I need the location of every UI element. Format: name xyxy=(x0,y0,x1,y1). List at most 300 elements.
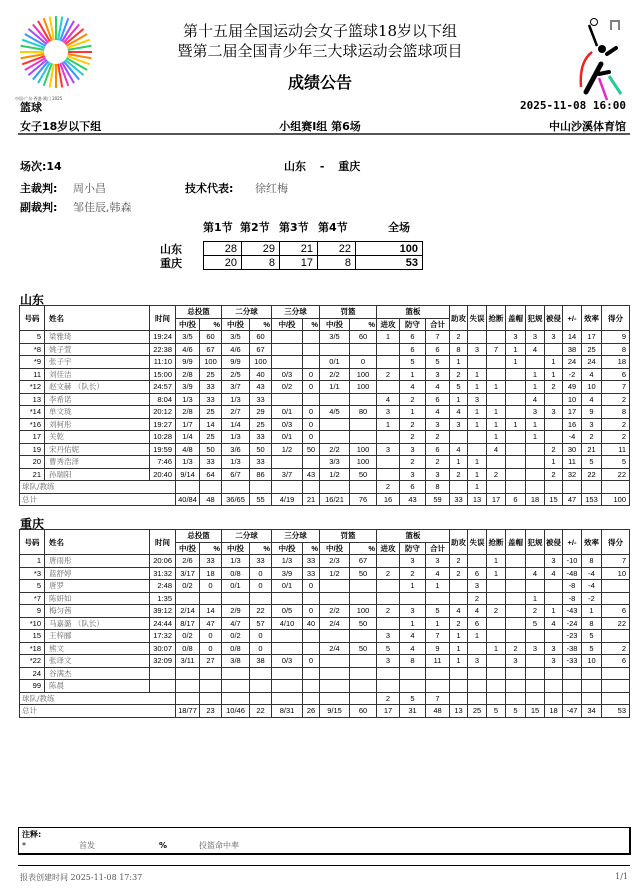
stat-cell: 3 xyxy=(377,443,400,456)
stat-cell: 5 xyxy=(487,705,506,718)
stat-cell: 0 xyxy=(303,580,320,593)
stat-cell: 4 xyxy=(526,393,545,406)
stat-cell xyxy=(545,481,563,494)
stat-cell xyxy=(506,443,526,456)
col-group: 三分球 xyxy=(272,530,320,543)
stat-cell: 3/3 xyxy=(320,456,350,469)
stat-cell: 0/8 xyxy=(176,642,200,655)
stat-cell: 4/6 xyxy=(222,343,250,356)
player-number: *8 xyxy=(20,343,45,356)
player-number: 5 xyxy=(20,331,45,344)
stat-cell: 6 xyxy=(426,393,450,406)
stat-cell xyxy=(377,580,400,593)
stat-cell: 1 xyxy=(450,642,468,655)
stat-cell: 33 xyxy=(200,393,222,406)
player-minutes: 19:24 xyxy=(150,331,176,344)
stat-cell: 67 xyxy=(250,343,272,356)
stat-cell: 0 xyxy=(303,605,320,618)
stat-cell: 1 xyxy=(506,343,526,356)
player-name: 熊文 xyxy=(45,642,150,655)
player-minutes: 24:44 xyxy=(150,617,176,630)
stat-cell: 50 xyxy=(350,567,377,580)
col-time: 时间 xyxy=(150,306,176,331)
stat-cell xyxy=(400,592,426,605)
stat-cell xyxy=(526,667,545,680)
col-stat: 效率 xyxy=(582,530,602,555)
stat-cell: 1 xyxy=(468,481,487,494)
stat-cell xyxy=(487,331,506,344)
quarter-score-table xyxy=(203,241,423,270)
stat-cell: 2/6 xyxy=(176,555,200,568)
report-title: 成绩公告 xyxy=(287,73,352,92)
stat-cell xyxy=(272,343,303,356)
stat-cell: 16 xyxy=(563,418,582,431)
player-row xyxy=(20,567,630,580)
stat-cell: 8/17 xyxy=(176,617,200,630)
player-points: 5 xyxy=(602,456,630,469)
stat-cell: 2 xyxy=(487,605,506,618)
stat-cell xyxy=(545,343,563,356)
stat-cell: -47 xyxy=(563,705,582,718)
stat-cell: 1 xyxy=(526,368,545,381)
stat-cell: 36/65 xyxy=(222,493,250,506)
stat-cell xyxy=(545,667,563,680)
player-row xyxy=(20,580,630,593)
stat-cell xyxy=(526,468,545,481)
player-minutes: 20:12 xyxy=(150,406,176,419)
player-number: *7 xyxy=(20,592,45,605)
col-group: 总投篮 xyxy=(176,306,222,319)
stat-cell: 27 xyxy=(200,655,222,668)
stat-cell: 2 xyxy=(582,431,602,444)
stat-cell xyxy=(582,680,602,693)
player-row xyxy=(20,368,630,381)
stat-cell: 3 xyxy=(468,343,487,356)
stat-cell xyxy=(350,680,377,693)
stat-cell: 33 xyxy=(250,555,272,568)
stat-cell: 2 xyxy=(545,443,563,456)
stat-cell xyxy=(468,692,487,705)
stat-cell xyxy=(450,431,468,444)
col-pct: % xyxy=(200,318,222,331)
player-points: 7 xyxy=(602,381,630,394)
stat-cell: 50 xyxy=(200,443,222,456)
stat-cell xyxy=(506,605,526,618)
stat-cell: 33 xyxy=(250,393,272,406)
referee-label: 主裁判: xyxy=(20,182,58,195)
stat-cell xyxy=(320,630,350,643)
stat-cell: 1/7 xyxy=(176,418,200,431)
player-minutes: 10:28 xyxy=(150,431,176,444)
stat-cell: 1 xyxy=(426,580,450,593)
stat-cell: 3 xyxy=(400,555,426,568)
stat-cell: 1 xyxy=(545,356,563,369)
stat-cell: 2 xyxy=(400,431,426,444)
stat-cell: 34 xyxy=(582,705,602,718)
stat-cell: 1 xyxy=(400,580,426,593)
tech-delegate-name: 徐红梅 xyxy=(255,182,288,195)
player-number: 24 xyxy=(20,667,45,680)
stat-cell: 9/14 xyxy=(176,468,200,481)
stat-cell: 11 xyxy=(426,655,450,668)
stat-cell: 14 xyxy=(563,331,582,344)
stat-cell: 76 xyxy=(350,493,377,506)
stat-cell xyxy=(526,481,545,494)
col-group: 二分球 xyxy=(222,306,272,319)
stat-cell xyxy=(545,580,563,593)
player-name: 梅匀茜 xyxy=(45,605,150,618)
stat-cell: 2/2 xyxy=(320,605,350,618)
player-number: 13 xyxy=(20,393,45,406)
stat-cell: 1 xyxy=(468,456,487,469)
stat-cell: 86 xyxy=(250,468,272,481)
stat-cell: 1 xyxy=(487,431,506,444)
player-minutes: 17:32 xyxy=(150,630,176,643)
stat-cell xyxy=(222,667,250,680)
player-row xyxy=(20,356,630,369)
stat-cell: 4/6 xyxy=(176,343,200,356)
stat-cell xyxy=(272,692,303,705)
col-name: 姓名 xyxy=(45,530,150,555)
stat-cell xyxy=(350,343,377,356)
player-minutes: 7:46 xyxy=(150,456,176,469)
stat-cell: 100 xyxy=(200,356,222,369)
stat-cell: 5 xyxy=(582,630,602,643)
stat-cell: 6 xyxy=(426,443,450,456)
stat-cell: 4 xyxy=(487,443,506,456)
stat-cell xyxy=(487,481,506,494)
stat-cell xyxy=(526,443,545,456)
player-name: 陈妍如 xyxy=(45,592,150,605)
stat-cell: 6 xyxy=(468,617,487,630)
stat-cell: 47 xyxy=(200,617,222,630)
stat-cell: 4 xyxy=(400,642,426,655)
player-points: 8 xyxy=(602,406,630,419)
stat-cell: 53 xyxy=(602,705,630,718)
col-time: 时间 xyxy=(150,530,176,555)
player-name: 单文珑 xyxy=(45,406,150,419)
stat-cell xyxy=(377,617,400,630)
col-pct: % xyxy=(250,318,272,331)
player-number: 99 xyxy=(20,680,45,693)
stat-cell: 15 xyxy=(545,493,563,506)
col-group: 三分球 xyxy=(272,306,320,319)
stat-cell: 33 xyxy=(250,431,272,444)
stat-cell: 4 xyxy=(450,443,468,456)
stat-cell: 3/6 xyxy=(222,443,250,456)
stat-cell xyxy=(320,418,350,431)
stat-cell: 40 xyxy=(250,368,272,381)
col-made-attempted: 中/投 xyxy=(272,542,303,555)
col-pct: % xyxy=(200,542,222,555)
stat-cell: 33 xyxy=(303,555,320,568)
stat-cell xyxy=(303,456,320,469)
stat-cell: 3 xyxy=(545,331,563,344)
stat-cell: 1 xyxy=(468,406,487,419)
stat-cell: 3 xyxy=(400,468,426,481)
stat-cell: 3 xyxy=(526,406,545,419)
stat-cell xyxy=(487,680,506,693)
stat-cell xyxy=(200,680,222,693)
player-name: 刘柯彤 xyxy=(45,418,150,431)
stat-cell: 4 xyxy=(526,567,545,580)
quarter-header: 第2节 xyxy=(240,221,270,234)
stat-cell: 3 xyxy=(526,331,545,344)
player-row xyxy=(20,393,630,406)
stat-cell: 0 xyxy=(303,406,320,419)
col-made-attempted: 中/投 xyxy=(222,542,250,555)
stat-cell: 59 xyxy=(426,493,450,506)
stat-cell: 10 xyxy=(563,393,582,406)
stat-cell: 2/8 xyxy=(176,406,200,419)
venue-label: 中山沙溪体育馆 xyxy=(549,120,626,133)
stat-cell: 3 xyxy=(426,555,450,568)
stat-cell xyxy=(377,468,400,481)
player-name: 赵文赫 （队长） xyxy=(45,381,150,394)
stat-cell: 3 xyxy=(377,630,400,643)
stat-cell xyxy=(506,567,526,580)
stat-cell: 2 xyxy=(468,592,487,605)
stat-cell xyxy=(506,406,526,419)
player-points: 6 xyxy=(602,655,630,668)
team-name-chongqing: 重庆 xyxy=(20,517,45,531)
stat-cell: 33 xyxy=(450,493,468,506)
stat-cell: -24 xyxy=(563,617,582,630)
stat-cell xyxy=(272,642,303,655)
stat-cell xyxy=(468,642,487,655)
quarter-header: 第3节 xyxy=(279,221,309,234)
stat-cell xyxy=(582,667,602,680)
stat-cell xyxy=(426,680,450,693)
stat-cell xyxy=(320,667,350,680)
stat-cell: 22 xyxy=(250,705,272,718)
stat-cell: 100 xyxy=(350,456,377,469)
player-number: *22 xyxy=(20,655,45,668)
game-number: 场次:14 xyxy=(20,160,62,173)
stat-cell: 3 xyxy=(377,655,400,668)
player-points: 2 xyxy=(602,418,630,431)
stat-cell: 48 xyxy=(200,493,222,506)
stat-cell: 0/2 xyxy=(176,580,200,593)
stat-cell xyxy=(506,481,526,494)
stat-cell xyxy=(506,555,526,568)
stat-cell: 10 xyxy=(582,655,602,668)
player-points xyxy=(602,667,630,680)
col-stat: 盖帽 xyxy=(506,530,526,555)
stat-cell: 2 xyxy=(545,381,563,394)
player-points: 2 xyxy=(602,642,630,655)
stat-cell: 3 xyxy=(545,555,563,568)
stat-cell: 4 xyxy=(400,630,426,643)
stat-cell xyxy=(506,667,526,680)
stat-cell xyxy=(468,443,487,456)
player-row xyxy=(20,642,630,655)
stat-cell: 13 xyxy=(468,493,487,506)
col-stat: 被侵 xyxy=(545,530,563,555)
stat-cell xyxy=(426,592,450,605)
stat-cell: 33 xyxy=(303,567,320,580)
stat-cell: 4 xyxy=(526,343,545,356)
stat-cell: 3/7 xyxy=(222,381,250,394)
stat-cell: 9 xyxy=(582,406,602,419)
stat-cell xyxy=(450,592,468,605)
quarter-score: 21 xyxy=(280,242,318,256)
stat-cell xyxy=(303,343,320,356)
stat-cell: 2 xyxy=(400,456,426,469)
stat-cell: 1 xyxy=(450,393,468,406)
stat-cell xyxy=(350,655,377,668)
player-minutes: 1:35 xyxy=(150,592,176,605)
umpires-label: 副裁判: xyxy=(20,201,58,214)
event-title-line2: 暨第二届全国青少年三大球运动会篮球项目 xyxy=(177,42,463,60)
stat-cell xyxy=(222,481,250,494)
note-meaning-starter: 首发 xyxy=(79,841,95,850)
stat-cell: 1 xyxy=(400,617,426,630)
team-coach-row-label: 球队/教练 xyxy=(20,692,176,705)
stat-cell: 4/10 xyxy=(272,617,303,630)
col-made-attempted: 中/投 xyxy=(320,318,350,331)
stat-cell xyxy=(272,456,303,469)
player-name: 马嘉潞 （队长） xyxy=(45,617,150,630)
stat-cell xyxy=(526,356,545,369)
stat-cell xyxy=(487,692,506,705)
col-stat: 犯规 xyxy=(526,530,545,555)
stat-cell xyxy=(272,680,303,693)
stat-cell: 3 xyxy=(545,655,563,668)
stat-cell: 18 xyxy=(200,567,222,580)
stat-cell xyxy=(563,667,582,680)
player-name: 谷满杰 xyxy=(45,667,150,680)
stat-cell: 4 xyxy=(545,567,563,580)
stat-cell xyxy=(582,481,602,494)
stat-cell: 25 xyxy=(582,343,602,356)
stat-cell xyxy=(350,692,377,705)
stat-cell xyxy=(487,667,506,680)
stat-cell xyxy=(450,667,468,680)
col-stat: 助攻 xyxy=(450,306,468,331)
stat-cell: 38 xyxy=(563,343,582,356)
stat-cell: 1/3 xyxy=(222,431,250,444)
player-row xyxy=(20,630,630,643)
col-stat: 失误 xyxy=(468,530,487,555)
stat-cell: 0/3 xyxy=(272,418,303,431)
col-made-attempted: 中/投 xyxy=(272,318,303,331)
player-points: 2 xyxy=(602,431,630,444)
stat-cell: 1/2 xyxy=(320,567,350,580)
stat-cell xyxy=(176,692,200,705)
stat-cell xyxy=(426,667,450,680)
col-stat: 效率 xyxy=(582,306,602,331)
stat-cell xyxy=(506,592,526,605)
stat-cell xyxy=(526,655,545,668)
stat-cell: 38 xyxy=(250,655,272,668)
stat-cell xyxy=(506,680,526,693)
player-minutes: 8:04 xyxy=(150,393,176,406)
stat-cell: 5 xyxy=(450,381,468,394)
stat-cell: 3 xyxy=(582,418,602,431)
player-number: *10 xyxy=(20,617,45,630)
quarter-total: 53 xyxy=(356,256,423,270)
stat-cell: 3/5 xyxy=(320,331,350,344)
header-divider xyxy=(18,133,630,135)
stat-cell xyxy=(303,692,320,705)
umpires-names: 邹佳辰,韩森 xyxy=(73,201,132,214)
stat-cell: 2/4 xyxy=(320,642,350,655)
team-coach-row-label: 球队/教练 xyxy=(20,481,176,494)
stat-cell: 5 xyxy=(506,705,526,718)
col-stat: +/- xyxy=(563,530,582,555)
stat-cell: 2 xyxy=(487,468,506,481)
stat-cell xyxy=(250,592,272,605)
stat-cell xyxy=(506,692,526,705)
stat-cell xyxy=(377,456,400,469)
col-stat: 犯规 xyxy=(526,306,545,331)
player-minutes xyxy=(150,667,176,680)
stat-cell xyxy=(526,580,545,593)
away-team: 重庆 xyxy=(338,160,361,173)
stat-cell: 9/9 xyxy=(222,356,250,369)
stat-cell: 3 xyxy=(400,443,426,456)
player-number: *16 xyxy=(20,418,45,431)
player-points xyxy=(602,680,630,693)
stat-cell: 32 xyxy=(563,468,582,481)
stat-cell xyxy=(468,680,487,693)
stat-cell: 80 xyxy=(350,406,377,419)
stat-cell: 0/2 xyxy=(176,630,200,643)
stat-cell: 6 xyxy=(468,567,487,580)
stat-cell: 55 xyxy=(250,493,272,506)
player-name: 孙瑞阳 xyxy=(45,468,150,481)
stat-cell: 2 xyxy=(450,567,468,580)
player-name: 曹秀浩泽 xyxy=(45,456,150,469)
stat-cell: 33 xyxy=(200,381,222,394)
col-rebound-type: 防守 xyxy=(400,318,426,331)
stat-cell: 1/3 xyxy=(272,555,303,568)
stat-cell: 4 xyxy=(582,368,602,381)
player-points xyxy=(602,630,630,643)
stat-cell: 7 xyxy=(426,331,450,344)
header-row-1 xyxy=(20,306,630,319)
stat-cell: 0/1 xyxy=(222,580,250,593)
stat-cell: 1/4 xyxy=(222,418,250,431)
player-number: 21 xyxy=(20,468,45,481)
stat-cell: 1 xyxy=(468,468,487,481)
stat-cell: 16/21 xyxy=(320,493,350,506)
stat-cell xyxy=(468,331,487,344)
stat-cell xyxy=(272,630,303,643)
stat-cell: 49 xyxy=(563,381,582,394)
stat-cell: 4 xyxy=(426,406,450,419)
stat-cell: 3/5 xyxy=(222,331,250,344)
stat-cell xyxy=(350,418,377,431)
stat-cell: 4/8 xyxy=(176,443,200,456)
player-number: 11 xyxy=(20,368,45,381)
stat-cell xyxy=(526,456,545,469)
stat-cell: 50 xyxy=(350,617,377,630)
col-rebound-type: 进攻 xyxy=(377,318,400,331)
stat-cell: 1/3 xyxy=(222,456,250,469)
stat-cell xyxy=(250,481,272,494)
stat-cell xyxy=(200,667,222,680)
stat-cell: 1/3 xyxy=(222,393,250,406)
stat-cell: 9/9 xyxy=(176,356,200,369)
stat-cell: 8/31 xyxy=(272,705,303,718)
stat-cell xyxy=(487,368,506,381)
stat-cell: 1 xyxy=(487,418,506,431)
stat-cell xyxy=(303,481,320,494)
stat-cell: 33 xyxy=(200,555,222,568)
stat-cell: 1 xyxy=(400,368,426,381)
